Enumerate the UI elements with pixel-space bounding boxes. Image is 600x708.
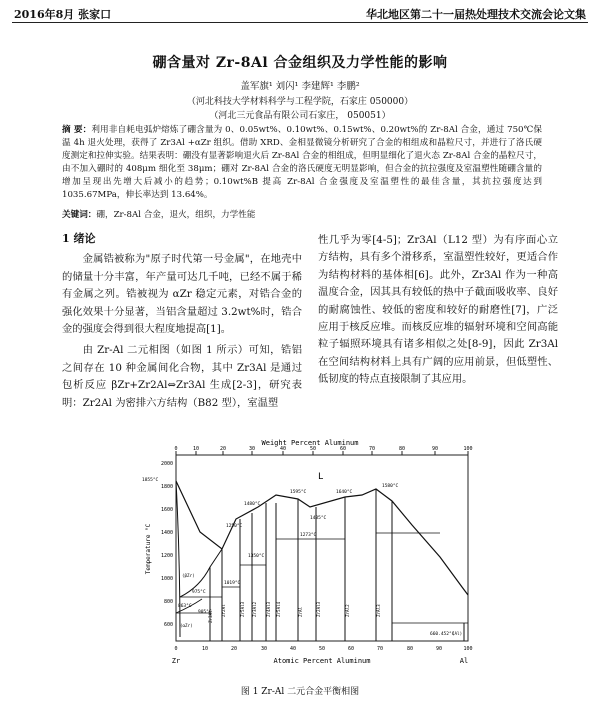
bottom-tick: 70 bbox=[376, 646, 384, 652]
top-tick: 0 bbox=[174, 446, 178, 452]
intro-paragraph-2: 由 Zr-Al 二元相图（如图 1 所示）可知，锆铝之间存在 10 种金属间化合物，其中 Zr3Al 是通过包析反应 βZr+Zr2Al⇔Zr3Al 生成[2-3]，研究表明：Zr2Al 为密排六方结构（B82 型），室温塑 bbox=[62, 344, 302, 409]
y-tick: 1800 bbox=[160, 484, 173, 490]
top-tick: 100 bbox=[463, 446, 473, 452]
paper-title: 硼含量对 Zr-8Al 合金组织及力学性能的影响 bbox=[152, 55, 448, 71]
y-axis-label: Temperature °C bbox=[145, 523, 152, 575]
top-tick: 80 bbox=[398, 446, 406, 452]
bottom-tick: 30 bbox=[260, 646, 268, 652]
temp-label: 1855°C bbox=[142, 478, 159, 483]
bottom-tick: 80 bbox=[406, 646, 414, 652]
top-tick: 70 bbox=[368, 446, 376, 452]
phase-label: Zr3Al2 bbox=[252, 601, 257, 617]
abstract-label: 摘 要： bbox=[62, 125, 92, 135]
solidus-zr bbox=[176, 481, 180, 637]
keywords-text: 硼，Zr-8Al 合金，退火，组织，力学性能 bbox=[96, 210, 256, 220]
temp-label: 1640°C bbox=[336, 490, 353, 495]
phase-label: Zr2Al bbox=[221, 604, 226, 617]
phase-label: Zr5Al4 bbox=[276, 601, 281, 617]
phase-label: ZrAl3 bbox=[376, 604, 381, 617]
bottom-ticks bbox=[174, 646, 472, 652]
bottom-tick: 50 bbox=[318, 646, 326, 652]
left-element: Zr bbox=[171, 657, 181, 665]
phase-label: Zr5Al3 bbox=[240, 601, 245, 617]
bottom-tick: 20 bbox=[230, 646, 238, 652]
phase-label: ZrAl2 bbox=[345, 604, 350, 617]
temp-label: 1595°C bbox=[290, 490, 307, 495]
left-column bbox=[62, 230, 302, 416]
affiliation-1: （河北科技大学材料科学与工程学院，石家庄 050000） bbox=[186, 97, 414, 107]
keywords-label: 关键词： bbox=[62, 210, 97, 220]
phase-diagram-figure bbox=[140, 437, 480, 669]
y-tick: 600 bbox=[163, 622, 173, 628]
liquidus-line bbox=[176, 481, 468, 595]
y-tick: 1200 bbox=[160, 553, 173, 559]
intro-paragraph-continued: 性几乎为零[4-5]；Zr3Al（L12 型）为有序面心立方结构，具有多个滑移系，室温塑性较好，更适合作为结构材料的基体相[6]。此外，Zr3Al 作为一种高温度合金，因其具有较低的热中子截面吸收率、良好的耐腐蚀性、较低的密度和较好的耐磨性[7]，广泛应用于核反应堆。而核反应堆的辐射环境和空间高能粒子辐照环境具有诸多相似之处[8-9]，因此 Zr3Al 在空间结构材料上具有广阔的应用前景，但低塑性、低韧度的特点直接限制了其应用。 bbox=[318, 234, 558, 386]
temp-label: 1480°C bbox=[244, 502, 261, 507]
top-tick: 30 bbox=[248, 446, 256, 452]
y-ticks bbox=[161, 461, 173, 628]
top-tick: 50 bbox=[309, 446, 317, 452]
isotherms bbox=[176, 533, 468, 623]
top-tick: 40 bbox=[279, 446, 287, 452]
bottom-tick: 60 bbox=[347, 646, 355, 652]
temp-label: 863°C bbox=[178, 604, 192, 609]
running-header bbox=[14, 6, 586, 22]
phase-label: Zr4Al3 bbox=[266, 601, 271, 617]
temp-label: 660.452°C bbox=[430, 632, 455, 637]
temp-label: 1350°C bbox=[248, 554, 265, 559]
bottom-tick: 100 bbox=[463, 646, 473, 652]
top-tick: 10 bbox=[192, 446, 200, 452]
top-tick: 90 bbox=[431, 446, 439, 452]
phase-label: Zr2Al3 bbox=[316, 601, 321, 617]
temp-label: 975°C bbox=[192, 590, 206, 595]
right-element: Al bbox=[459, 657, 469, 665]
top-tick: 60 bbox=[339, 446, 347, 452]
y-tick: 1400 bbox=[160, 530, 173, 536]
bottom-tick: 90 bbox=[435, 646, 443, 652]
keywords bbox=[62, 208, 542, 220]
temp-label: 905°C bbox=[198, 610, 212, 615]
top-axis-label: Weight Percent Aluminum bbox=[261, 439, 359, 447]
zr-al-phase-diagram bbox=[140, 437, 480, 669]
temp-label: 1250°C bbox=[226, 524, 243, 529]
phase-label: (Al) bbox=[452, 631, 463, 636]
phase-label: ZrAl bbox=[298, 606, 303, 617]
right-column bbox=[318, 232, 558, 389]
authors: 盖军旗¹ 刘闪¹ 李建辉¹ 李鹏² bbox=[240, 81, 360, 92]
temp-label: 1273°C bbox=[300, 533, 317, 538]
top-tick: 20 bbox=[219, 446, 227, 452]
liquid-label: L bbox=[318, 472, 324, 482]
header-right: 华北地区第二十一届热处理技术交流会论文集 bbox=[366, 8, 586, 21]
y-tick: 1000 bbox=[160, 576, 173, 582]
phase-label: Zr3Al bbox=[208, 610, 213, 623]
temp-label: 1485°C bbox=[310, 516, 327, 521]
phase-label: (αZr) bbox=[180, 623, 193, 628]
y-tick: 1600 bbox=[160, 507, 173, 513]
top-ticks bbox=[174, 446, 472, 455]
bottom-tick: 0 bbox=[174, 646, 178, 652]
bottom-tick: 40 bbox=[289, 646, 297, 652]
intro-paragraph-1: 金属锆被称为"原子时代第一号金属"，在地壳中的储量十分丰富，年产量可达几千吨，已经不属于稀有金属之列。锆被视为 αZr 稳定元素，对锆合金的强化效果十分显著，当铝含量超过 3.2wt%时，锆合金的强度会得到很大程度地提高[1]。 bbox=[62, 253, 302, 336]
phase-label: (βZr) bbox=[182, 573, 195, 578]
header-rule bbox=[12, 22, 588, 23]
y-tick: 2000 bbox=[160, 461, 173, 467]
temp-label: 1019°C bbox=[224, 581, 241, 586]
temp-label: 1580°C bbox=[382, 484, 399, 489]
bottom-tick: 10 bbox=[201, 646, 209, 652]
bottom-axis-label: Atomic Percent Aluminum bbox=[273, 657, 371, 665]
abstract bbox=[62, 124, 542, 202]
abstract-text: 利用非自耗电弧炉熔炼了硼含量为 0、0.05wt%、0.10wt%、0.15wt%、0.20wt%的 Zr-8Al 合金，通过 750℃保温 4h 退火处理，获得了 Zr3Al +αZr 组织。借助 XRD、金相显微镜分析研究了合金的相组成和晶粒尺寸，并进行了洛氏硬度测定和拉伸实验。结果表明：硼没有显著影响退火后 Zr-8Al 合金的相组成，但明显细化了退火态 Zr-8Al 合金的晶粒尺寸，由不加入硼时的 408μm 细化至 38μm；硼对 Zr-8Al 合金的洛氏硬度无明显影响，但合金的抗拉强度及室温塑性随硼含量的增加呈现出先增大后减小的趋势；0.10wt%B 提高 Zr-8Al 合金强度及室温塑性的最佳含量，其抗拉强度达到 1035.67MPa，伸长率达到 13.64%。 bbox=[62, 125, 542, 200]
header-left: 2016年8月 张家口 bbox=[14, 8, 112, 21]
section-heading: 1 绪论 bbox=[62, 232, 96, 245]
affiliation-2: （河北三元食品有限公司石家庄， 050051） bbox=[209, 111, 391, 121]
figure-caption: 图 1 Zr-Al 二元合金平衡相图 bbox=[240, 687, 360, 697]
y-tick: 800 bbox=[163, 599, 173, 605]
